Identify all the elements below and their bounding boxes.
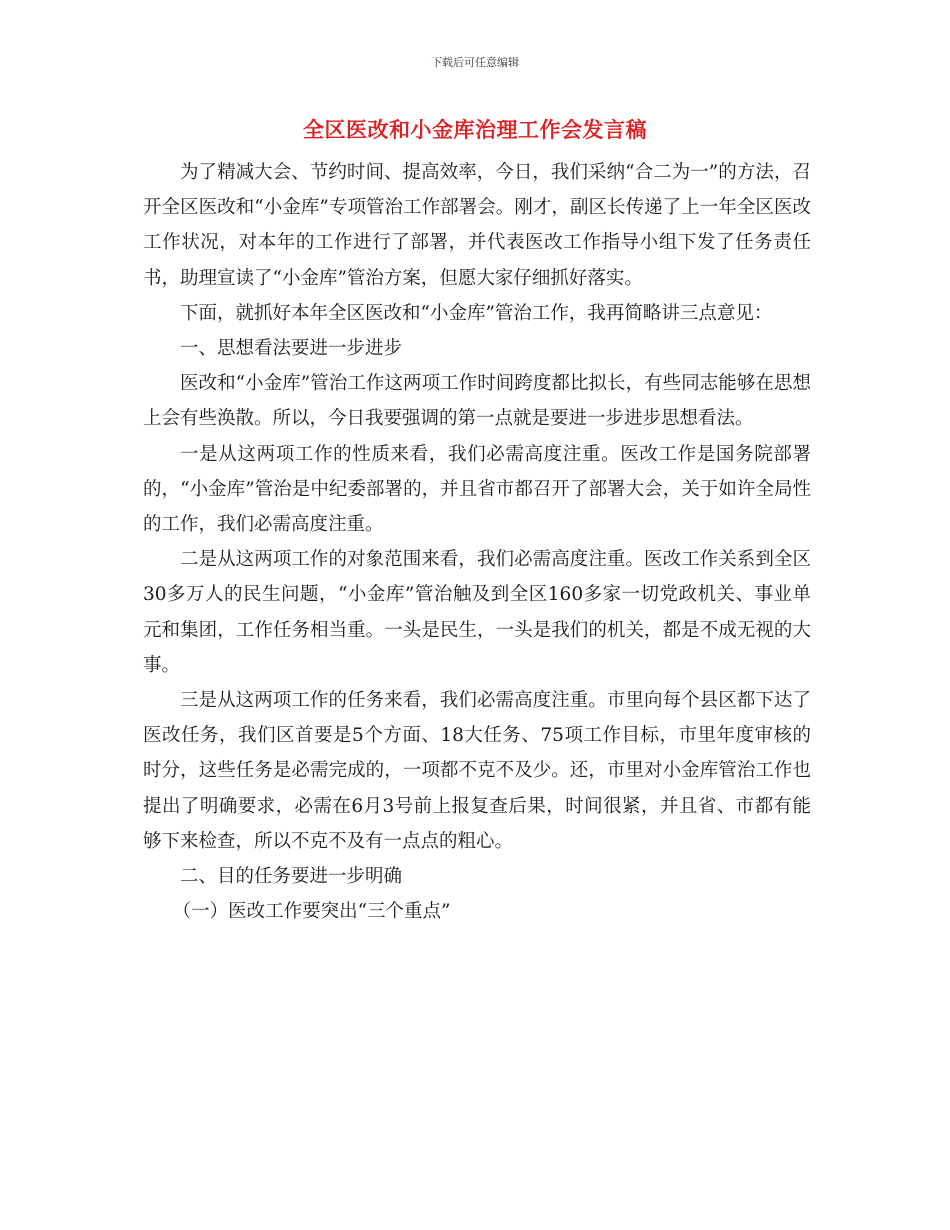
paragraph-point-2: 二是从这两项工作的对象范围来看，我们必需高度注重。医改工作关系到全区30多万人的民生问题，“小金库”管治触及到全区160多家一切党政机关、事业单元和集团，工作任务相当重。一头是民生，一头是我们的机关，都是不成无视的大事。 [143, 549, 811, 676]
paragraph-point-3: 三是从这两项工作的任务来看，我们必需高度注重。市里向每个县区都下达了医改任务，我们区首要是5个方面、18大任务、75项工作目标，市里年度审核的时分，这些任务是必需完成的，一项都不克不及少。还，市里对小金库管治工作也提出了明确要求，必需在6月3号前上报复查后果，时间很紧，并且省、市都有能够下来检查，所以不克不及有一点点的粗心。 [143, 690, 811, 852]
subsection-heading-1: （一）医改工作要突出“三个重点” [172, 901, 451, 923]
section-heading-1: 一、思想看法要进一步进步 [180, 338, 403, 360]
document-body [143, 155, 811, 929]
paragraph-outline: 下面，就抓好本年全区医改和“小金库”管治工作，我再简略讲三点意见： [180, 302, 773, 324]
paragraph-section1-intro: 医改和“小金库”管治工作这两项工作时间跨度都比拟长，有些同志能够在思想上会有些涣散。所以，今日我要强调的第一点就是要进一步进步思想看法。 [143, 373, 811, 430]
section-heading-2: 二、目的任务要进一步明确 [180, 866, 403, 888]
paragraph-intro: 为了精减大会、节约时间、提高效率，今日，我们采纳“合二为一”的方法，召开全区医改和“小金库”专项管治工作部署会。刚才，副区长传递了上一年全区医改工作状况，对本年的工作进行了部署，并代表医改工作指导小组下发了任务责任书，助理宣读了“小金库”管治方案，但愿大家仔细抓好落实。 [143, 162, 811, 289]
page-header-note: 下载后可任意编辑 [431, 56, 519, 69]
document-title: 全区医改和小金库治理工作会发言稿 [303, 118, 647, 142]
paragraph-point-1: 一是从这两项工作的性质来看，我们必需高度注重。医改工作是国务院部署的，“小金库”管治是中纪委部署的，并且省市都召开了部署大会，关于如许全局性的工作，我们必需高度注重。 [143, 443, 811, 536]
